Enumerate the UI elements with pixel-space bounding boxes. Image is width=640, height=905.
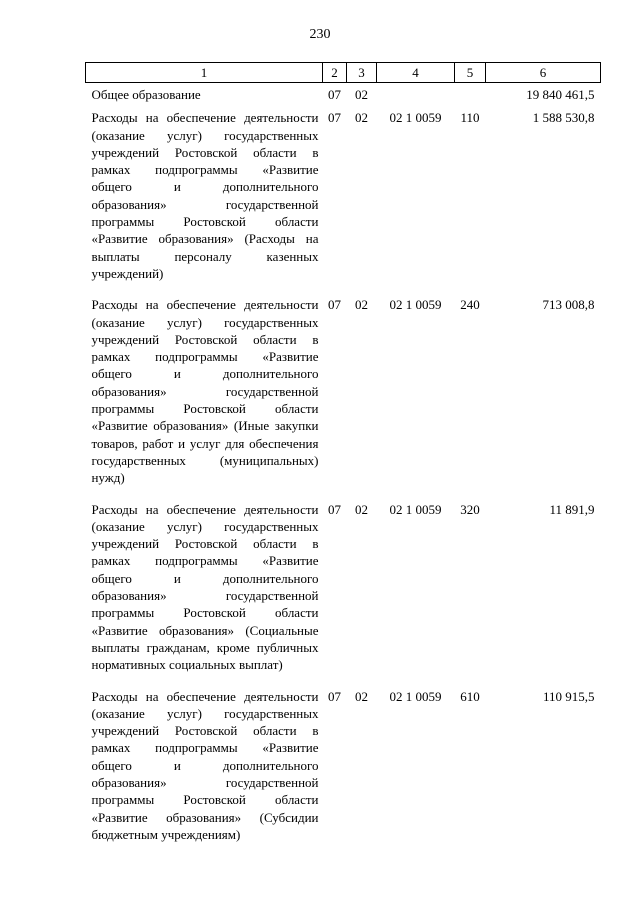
table-row bbox=[86, 292, 601, 496]
subsection-code: 02 bbox=[355, 501, 368, 517]
expense-type-code: 610 bbox=[460, 688, 480, 704]
amount: 713 008,8 bbox=[542, 297, 595, 313]
column-header: 5 bbox=[455, 63, 486, 83]
section-code: 07 bbox=[328, 297, 341, 313]
amount: 19 840 461,5 bbox=[526, 87, 595, 102]
target-article-code bbox=[377, 83, 455, 106]
section-code: 07 bbox=[328, 110, 341, 126]
column-header: 1 bbox=[86, 63, 323, 83]
column-header: 4 bbox=[377, 63, 455, 83]
table-row bbox=[86, 105, 601, 292]
table-row bbox=[86, 83, 601, 106]
column-header: 3 bbox=[347, 63, 377, 83]
subsection-code: 02 bbox=[355, 110, 368, 126]
section-code: 07 bbox=[328, 87, 341, 102]
column-header: 6 bbox=[486, 63, 601, 83]
expense-type-code bbox=[455, 83, 486, 106]
expense-type-code: 240 bbox=[460, 297, 480, 313]
table-row bbox=[86, 684, 601, 854]
section-code: 07 bbox=[328, 501, 341, 517]
amount: 11 891,9 bbox=[549, 501, 595, 517]
expense-type-code: 110 bbox=[460, 110, 480, 126]
target-article-code: 02 1 0059 bbox=[389, 501, 442, 517]
column-header: 2 bbox=[323, 63, 347, 83]
amount: 1 588 530,8 bbox=[532, 110, 595, 126]
subsection-code: 02 bbox=[355, 688, 368, 704]
target-article-code: 02 1 0059 bbox=[389, 297, 442, 313]
expense-name: Расходы на обеспечение деятельности (оказание услуг) государственных учреждений Ростовской области в рамках подпрограммы «Развитие общего и дополнительного образования» государственной программы Ростовской области «Развитие образования» (Расходы на выплаты персоналу казенных учреждений) bbox=[91, 110, 319, 281]
expense-name: Общее образование bbox=[91, 87, 201, 102]
expense-name: Расходы на обеспечение деятельности (оказание услуг) государственных учреждений Ростовской области в рамках подпрограммы «Развитие общего и дополнительного образования» государственной программы Ростовской области «Развитие образования» (Иные закупки товаров, работ и услуг для обеспечения государственных (муниципальных) нужд) bbox=[91, 297, 319, 486]
amount: 110 915,5 bbox=[542, 688, 595, 704]
subsection-code: 02 bbox=[355, 297, 368, 313]
expense-type-code: 320 bbox=[460, 501, 480, 517]
header-row bbox=[86, 63, 601, 83]
expense-name: Расходы на обеспечение деятельности (оказание услуг) государственных учреждений Ростовской области в рамках подпрограммы «Развитие общего и дополнительного образования» государственной программы Ростовской области «Развитие образования» (Субсидии бюджетным учреждениям) bbox=[91, 688, 319, 842]
target-article-code: 02 1 0059 bbox=[389, 688, 442, 704]
expense-name: Расходы на обеспечение деятельности (оказание услуг) государственных учреждений Ростовской области в рамках подпрограммы «Развитие общего и дополнительного образования» государственной программы Ростовской области «Развитие образования» (Социальные выплаты гражданам, кроме публичных нормативных социальных выплат) bbox=[91, 501, 319, 673]
subsection-code: 02 bbox=[355, 87, 368, 102]
target-article-code: 02 1 0059 bbox=[389, 110, 442, 126]
section-code: 07 bbox=[328, 688, 341, 704]
budget-table bbox=[85, 62, 601, 853]
page-number: 230 bbox=[309, 27, 331, 42]
table-row bbox=[86, 497, 601, 684]
